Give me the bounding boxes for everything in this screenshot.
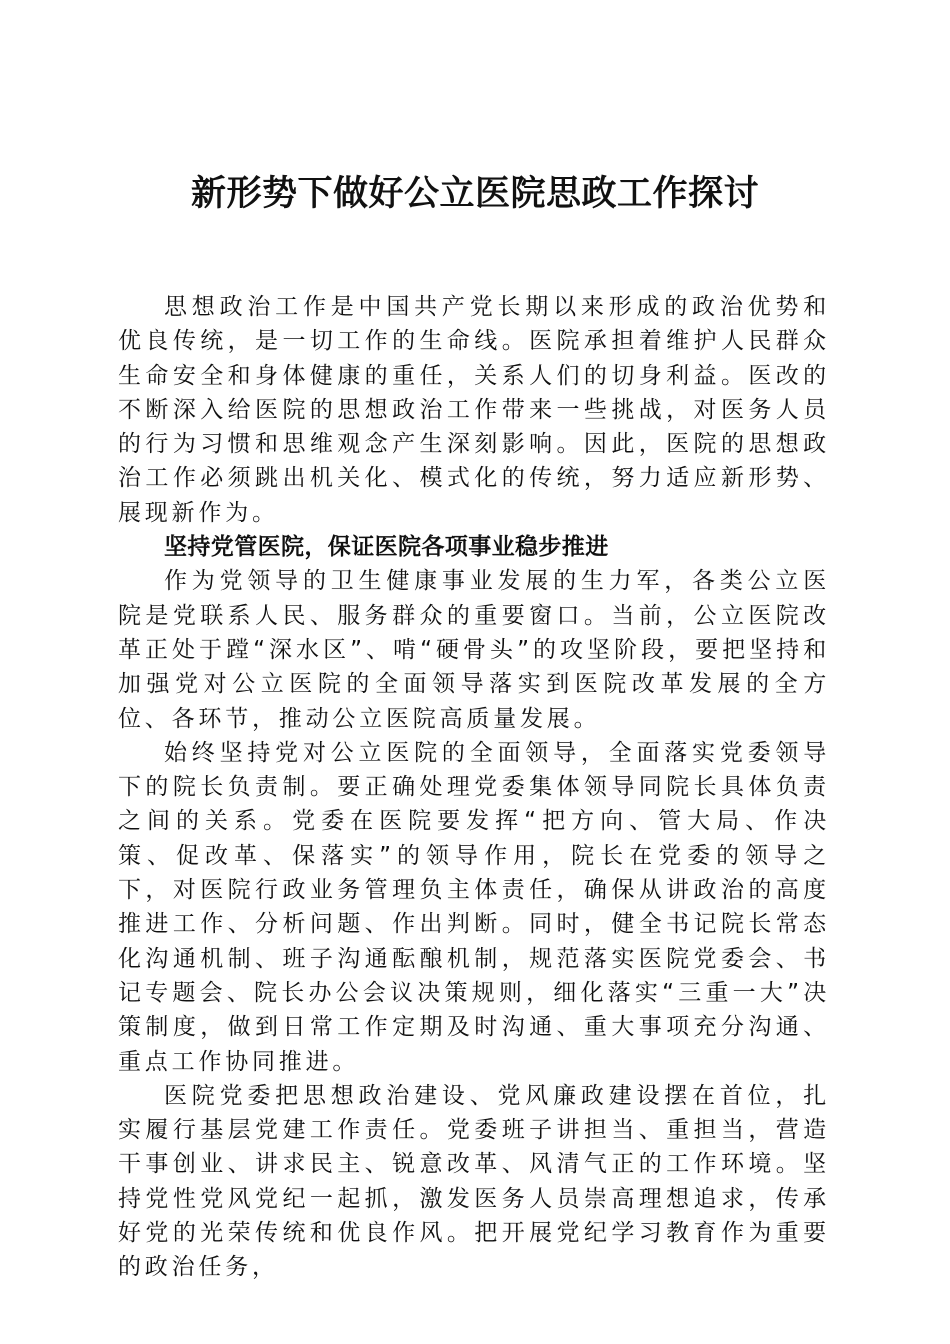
section-heading: 坚持党管医院，保证医院各项事业稳步推进 <box>164 534 609 561</box>
document-body <box>118 290 830 1285</box>
body-paragraph-3: 医院党委把思想政治建设、党风廉政建设摆在首位，扎实履行基层党建工作责任。党委班子讲担当、重担当，营造干事创业、讲求民主、锐意改革、风清气正的工作环境。坚持党性党风党纪一起抓，激发医务人员崇高理想追求，传承好党的光荣传统和优良作风。把开展党纪学习教育作为重要的政治任务， <box>118 1082 830 1281</box>
body-paragraph-1: 作为党领导的卫生健康事业发展的生力军，各类公立医院是党联系人民、服务群众的重要窗口。当前，公立医院改革正处于蹚“深水区”、啃“硬骨头”的攻坚阶段，要把坚持和加强党对公立医院的全面领导落实到医院改革发展的全方位、各环节，推动公立医院高质量发展。 <box>118 568 830 732</box>
body-paragraph-2: 始终坚持党对公立医院的全面领导，全面落实党委领导下的院长负责制。要正确处理党委集体领导同院长具体负责之间的关系。党委在医院要发挥“把方向、管大局、作决策、促改革、保落实”的领导作用，院长在党委的领导之下，对医院行政业务管理负主体责任，确保从讲政治的高度推进工作、分析问题、作出判断。同时，健全书记院长常态化沟通机制、班子沟通酝酿机制，规范落实医院党委会、书记专题会、院长办公会议决策规则，细化落实“三重一大”决策制度，做到日常工作定期及时沟通、重大事项充分沟通、重点工作协同推进。 <box>118 739 830 1075</box>
intro-paragraph: 思想政治工作是中国共产党长期以来形成的政治优势和优良传统，是一切工作的生命线。医院承担着维护人民群众生命安全和身体健康的重任，关系人们的切身利益。医改的不断深入给医院的思想政治工作带来一些挑战，对医务人员的行为习惯和思维观念产生深刻影响。因此，医院的思想政治工作必须跳出机关化、模式化的传统，努力适应新形势、展现新作为。 <box>118 294 830 526</box>
document-title: 新形势下做好公立医院思政工作探讨 <box>190 173 759 214</box>
